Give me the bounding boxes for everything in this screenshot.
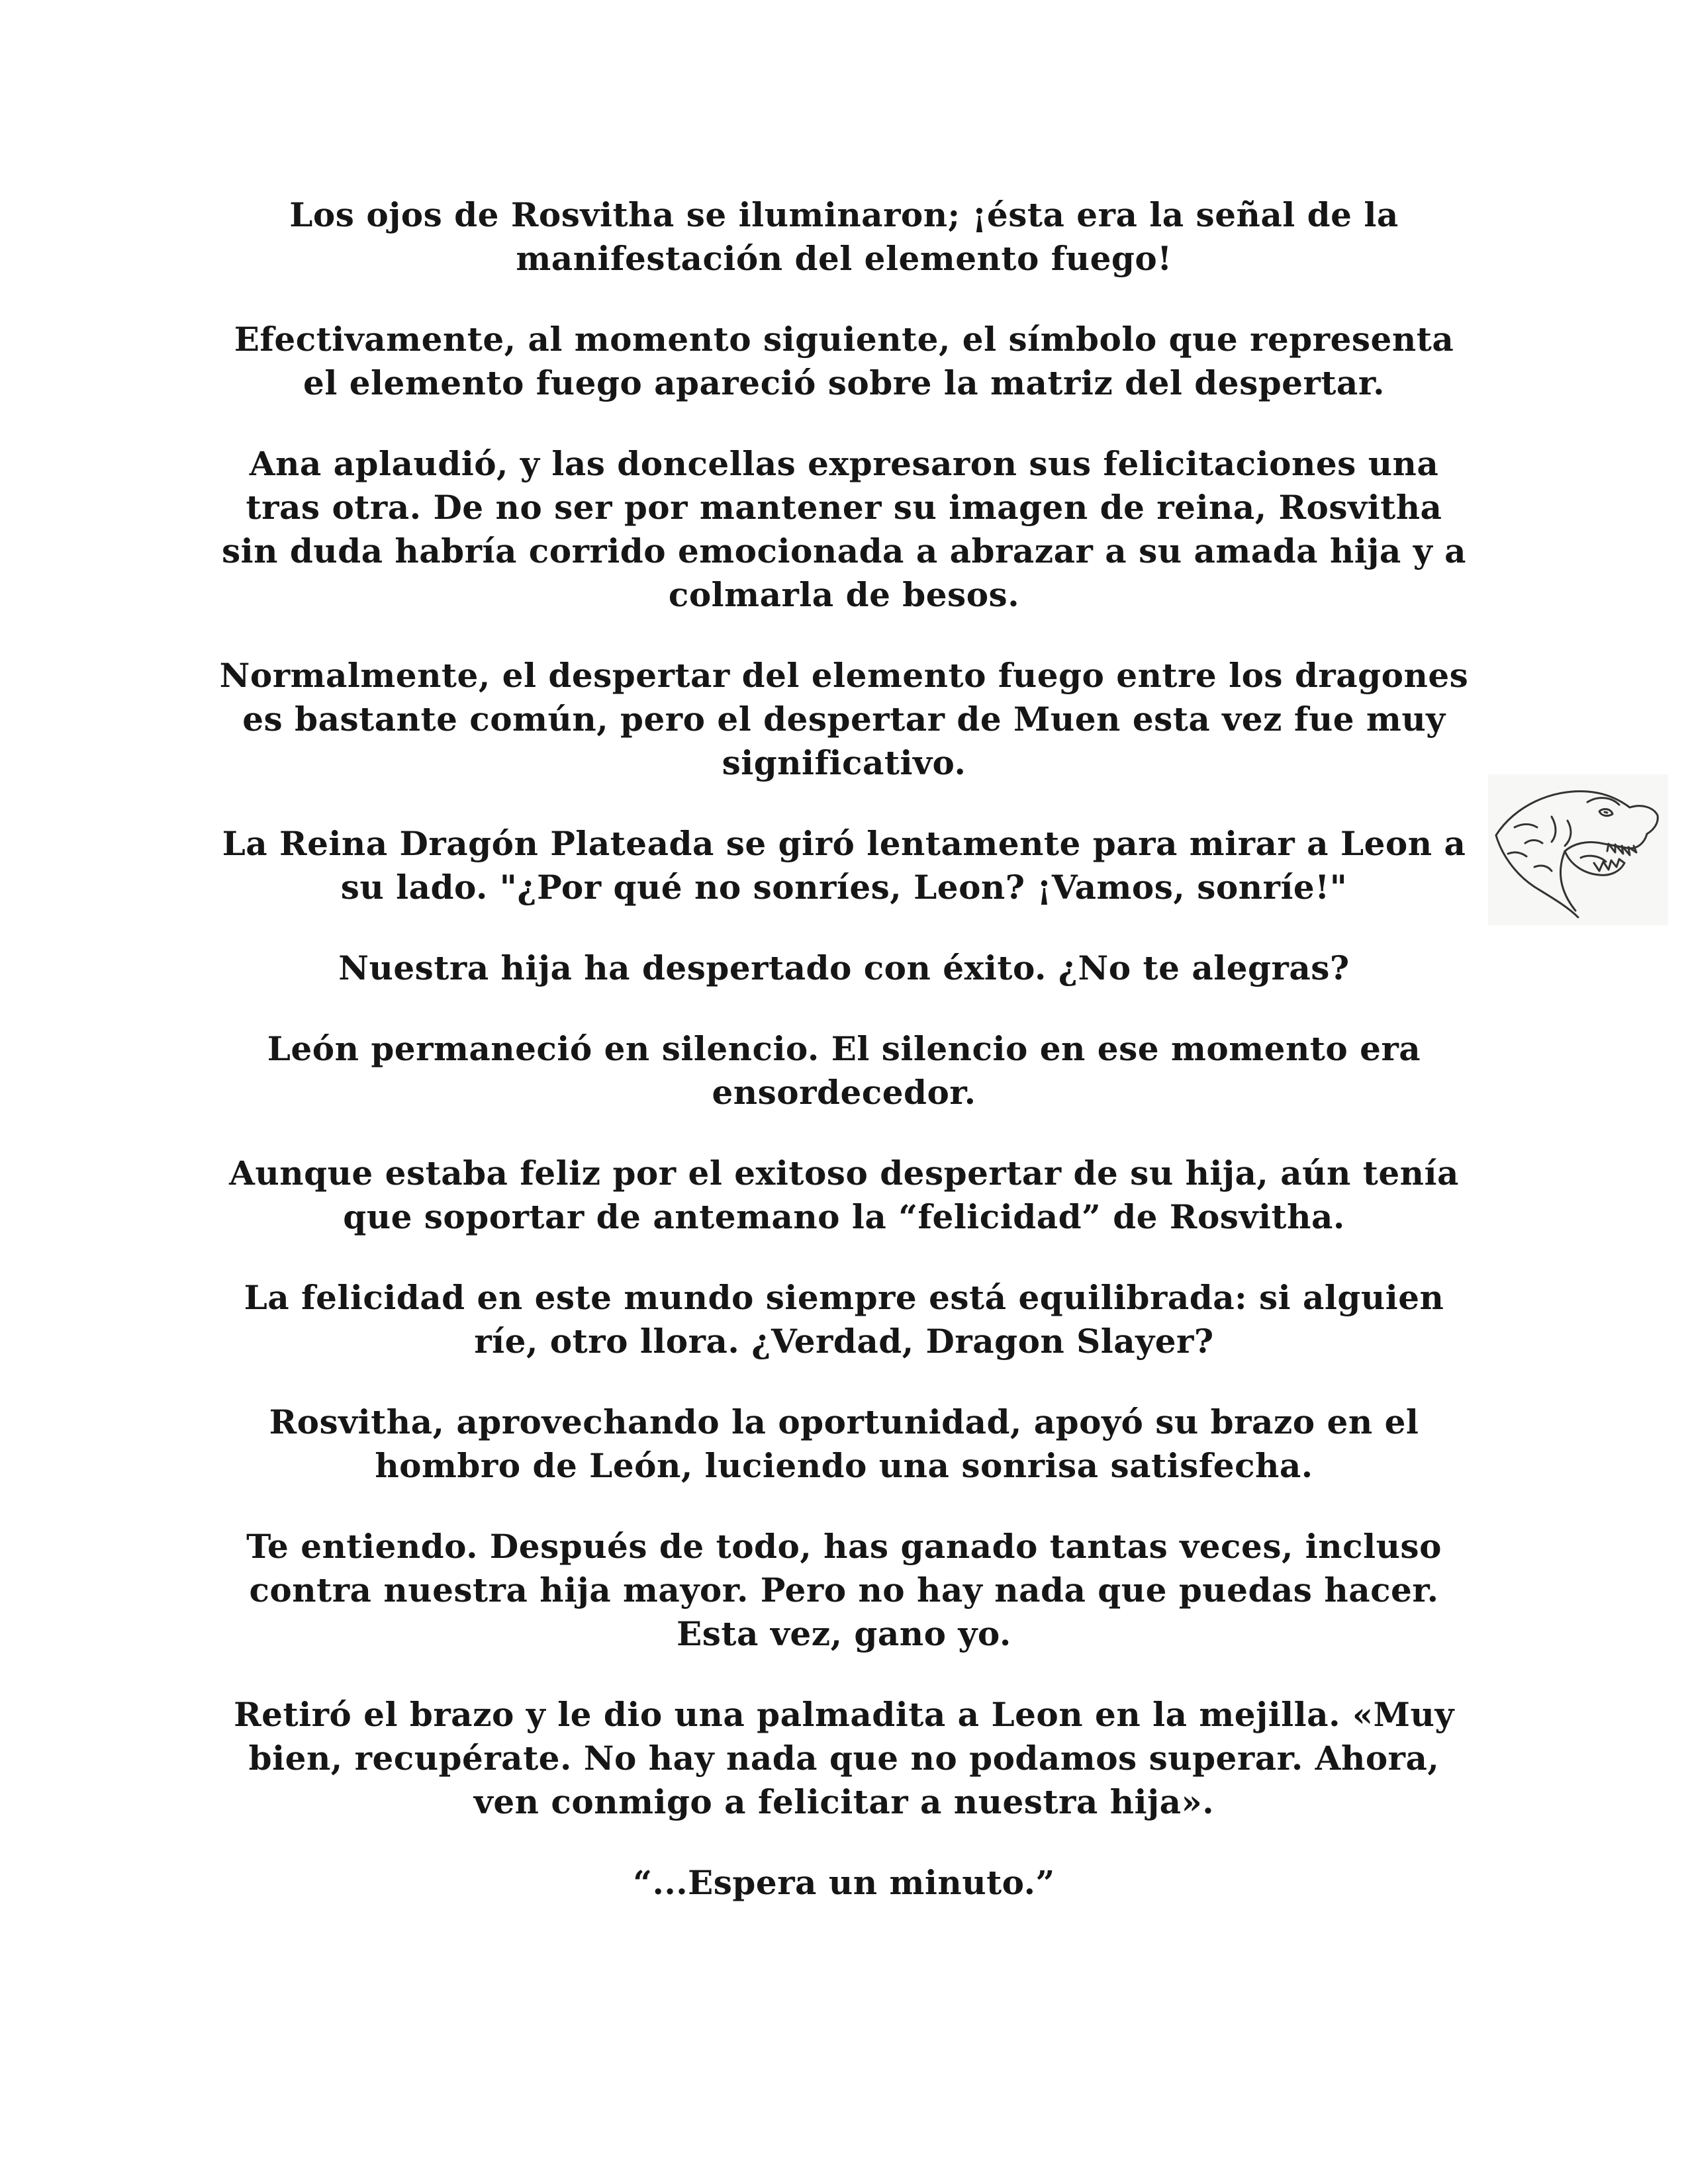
paragraph-10: Rosvitha, aprovechando la oportunidad, apoyó su brazo en el hombro de León, luciendo una sonrisa satisfecha.	[269, 1402, 1419, 1485]
paragraph-9: La felicidad en este mundo siempre está equilibrada: si alguien ríe, otro llora. ¿Verdad, Dragon Slayer?	[244, 1278, 1444, 1361]
dinosaur-head-sketch-icon	[1488, 774, 1668, 925]
paragraph-6: Nuestra hija ha despertado con éxito. ¿No te alegras?	[338, 948, 1350, 987]
paragraph-5: La Reina Dragón Plateada se giró lentamente para mirar a Leon a su lado. "¿Por qué no sonríes, Leon? ¡Vamos, sonríe!"	[222, 824, 1466, 907]
paragraph-13: “...Espera un minuto.”	[633, 1863, 1055, 1902]
paragraph-1: Los ojos de Rosvitha se iluminaron; ¡ésta era la señal de la manifestación del elemento fuego!	[289, 195, 1399, 278]
text-body	[218, 193, 1470, 1905]
paragraph-2: Efectivamente, al momento siguiente, el símbolo que representa el elemento fuego apareció sobre la matriz del despertar.	[234, 320, 1454, 402]
paragraph-7: León permaneció en silencio. El silencio en ese momento era ensordecedor.	[267, 1029, 1421, 1112]
paragraph-12: Retiró el brazo y le dio una palmadita a Leon en la mejilla. «Muy bien, recupérate. No hay nada que no podamos superar. Ahora, ven conmigo a felicitar a nuestra hija».	[234, 1695, 1454, 1821]
paragraph-11: Te entiendo. Después de todo, has ganado tantas veces, incluso contra nuestra hija mayor. Pero no hay nada que puedas hacer. Esta vez, gano yo.	[246, 1527, 1442, 1653]
paragraph-4: Normalmente, el despertar del elemento fuego entre los dragones es bastante común, pero el despertar de Muen esta vez fue muy significativo.	[219, 656, 1469, 782]
paragraph-8: Aunque estaba feliz por el exitoso despertar de su hija, aún tenía que soportar de antemano la “felicidad” de Rosvitha.	[229, 1154, 1459, 1236]
paragraph-3: Ana aplaudió, y las doncellas expresaron sus felicitaciones una tras otra. De no ser por mantener su imagen de reina, Rosvitha sin duda habría corrido emocionada a abrazar a su amada hija y a colmarla de besos.	[221, 444, 1467, 614]
